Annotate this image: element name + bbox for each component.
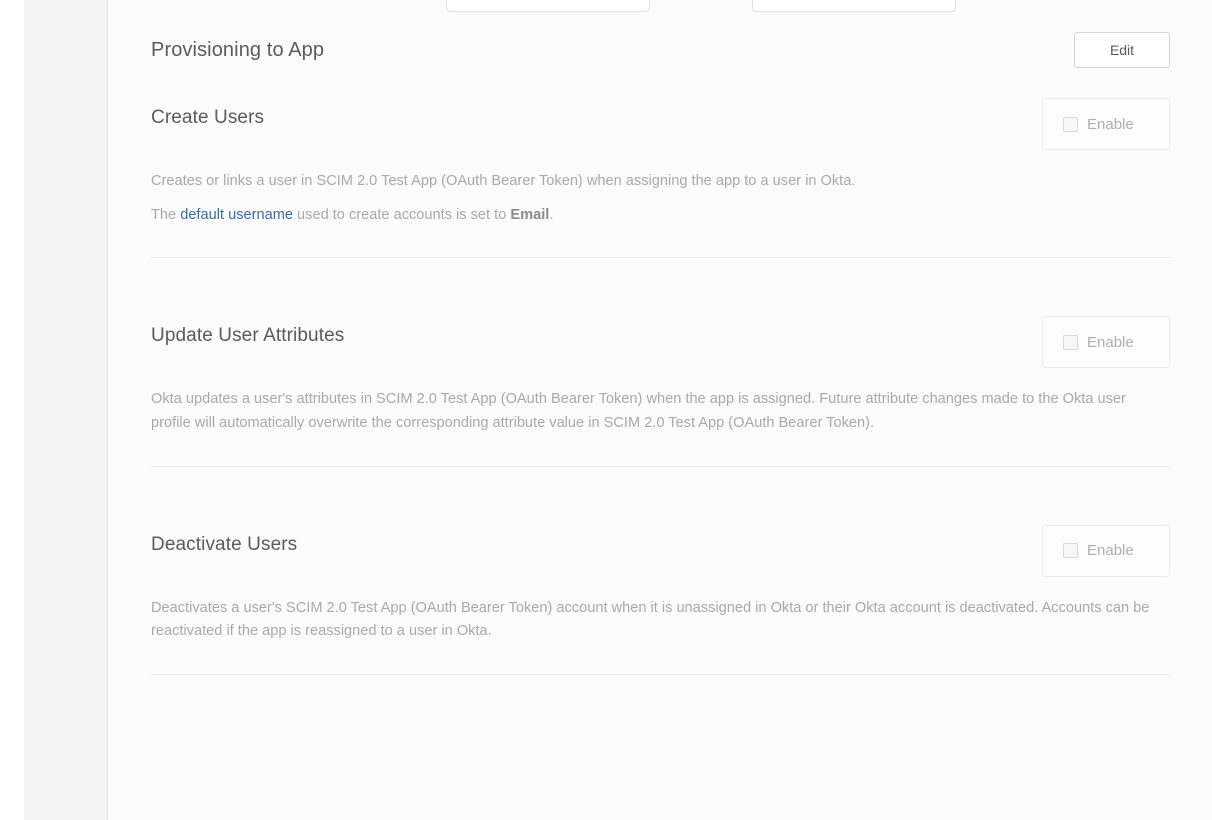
feature-create-users bbox=[151, 68, 1170, 258]
feature-title: Deactivate Users bbox=[151, 533, 298, 555]
sidebar-rail bbox=[24, 0, 108, 820]
spacer bbox=[151, 467, 1170, 495]
feature-update-user-attributes bbox=[151, 286, 1170, 466]
feature-description: Creates or links a user in SCIM 2.0 Test App (OAuth Bearer Token) when assigning the app to a user in Okta. bbox=[151, 173, 856, 189]
deactivate-users-enable-toggle[interactable] bbox=[1042, 525, 1170, 577]
desc-emphasis: Email bbox=[510, 206, 550, 223]
create-users-enable-toggle[interactable] bbox=[1042, 98, 1170, 150]
update-user-attributes-enable-toggle[interactable] bbox=[1042, 316, 1170, 368]
spacer bbox=[151, 258, 1170, 286]
section-divider bbox=[151, 674, 1170, 675]
page-left-margin bbox=[0, 0, 24, 820]
desc-middle: used to create accounts is set to bbox=[292, 206, 511, 223]
enable-label: Enable bbox=[1087, 115, 1134, 133]
feature-description: Okta updates a user's attributes in SCIM 2.0 Test App (OAuth Bearer Token) when the app is assigned. Future attribute changes made to the Okta user profile will automatically overwrite the corresponding attribute value in SCIM 2.0 Test App (OAuth Bearer Token). bbox=[151, 391, 1126, 431]
card-above-right[interactable] bbox=[752, 0, 956, 12]
provisioning-settings-panel bbox=[109, 0, 1212, 820]
feature-title: Update User Attributes bbox=[151, 325, 345, 347]
partially-visible-cards-row bbox=[151, 0, 1170, 14]
feature-deactivate-users bbox=[151, 495, 1170, 675]
default-username-link[interactable]: default username bbox=[180, 206, 293, 223]
feature-title: Create Users bbox=[151, 107, 265, 128]
edit-button[interactable]: Edit bbox=[1074, 32, 1170, 68]
desc-suffix: . bbox=[549, 206, 554, 223]
enable-label: Enable bbox=[1087, 542, 1134, 560]
checkbox-icon[interactable] bbox=[1063, 117, 1078, 132]
checkbox-icon[interactable] bbox=[1063, 335, 1078, 350]
provisioning-to-app-header bbox=[151, 14, 1170, 68]
feature-description: Deactivates a user's SCIM 2.0 Test App (OAuth Bearer Token) account when it is unassigned in Okta or their Okta account is deactivated. Accounts can be reactivated if the app is reassigned to a user in Okta. bbox=[151, 599, 1150, 640]
checkbox-icon[interactable] bbox=[1063, 543, 1078, 558]
feature-description-secondary bbox=[151, 204, 1151, 228]
page-title: Provisioning to App bbox=[151, 38, 325, 61]
enable-label: Enable bbox=[1087, 333, 1134, 351]
desc-prefix: The bbox=[151, 206, 181, 223]
card-above-left[interactable] bbox=[446, 0, 650, 12]
